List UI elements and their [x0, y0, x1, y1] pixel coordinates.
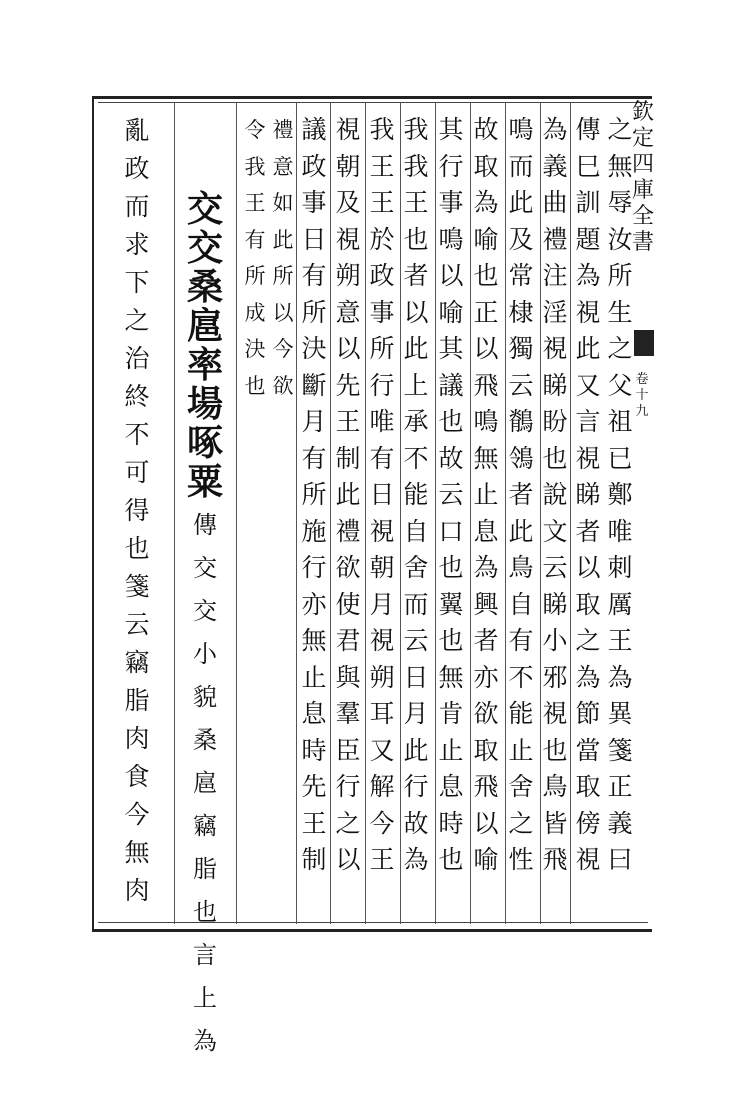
text-column: 其行事鳴以喻其議也故云口也翼也無肯止息時也 — [438, 115, 464, 874]
headword-column — [184, 112, 226, 1100]
text-column: 鳴而此及常棣獨云鶺鴒者此鳥自有不能止舍之性 — [508, 115, 534, 874]
headword-commentary: 傳交交小貌桑扈竊脂也言上為 — [193, 511, 217, 1055]
column-rule — [505, 102, 506, 924]
headword-text: 交交桑扈率場啄粟 — [186, 188, 223, 503]
edge-title: 欽定四庫全書 — [631, 100, 654, 255]
column-rule — [470, 102, 471, 924]
commentary-column: 令我王有所成決也 — [244, 118, 266, 398]
text-column: 之無辱汝所生之父祖已鄭唯刺厲王為異箋正義曰 — [607, 115, 633, 874]
text-column: 故取為喻也正以飛鳴無止息為興者亦欲取飛以喻 — [473, 115, 499, 874]
column-rule — [174, 102, 175, 924]
text-column: 為義曲禮注淫視睇盼也說文云睇小邪視也鳥皆飛 — [542, 115, 568, 874]
border-rule-bottom — [98, 922, 648, 923]
column-rule — [570, 102, 571, 924]
fish-tail-mark — [634, 330, 654, 356]
column-rule — [330, 102, 331, 924]
border-rule-top — [98, 102, 648, 103]
text-column: 我王王於政事所行唯有日視朝月視朔耳又解今王 — [369, 115, 395, 874]
column-rule — [236, 102, 237, 924]
text-column-outside: 亂政而求下之治終不可得也箋云竊脂肉食今無肉 — [124, 116, 150, 905]
column-rule — [296, 102, 297, 924]
column-rule — [400, 102, 401, 924]
text-column: 傳巳訓題為視此又言視睇者以取之為節當取傍視 — [575, 115, 601, 874]
commentary-column: 禮意如此所以今欲 — [272, 118, 294, 398]
column-rule — [365, 102, 366, 924]
text-column: 我我王也者以此上承不能自舍而云日月此行故為 — [403, 115, 429, 874]
column-rule — [435, 102, 436, 924]
text-column: 議政事日有所決斷月有所施行亦無止息時先王制 — [301, 115, 327, 874]
volume-label: 卷十九 — [635, 372, 649, 419]
text-column: 視朝及視朔意以先王制此禮欲使君與羣臣行之以 — [335, 115, 361, 874]
